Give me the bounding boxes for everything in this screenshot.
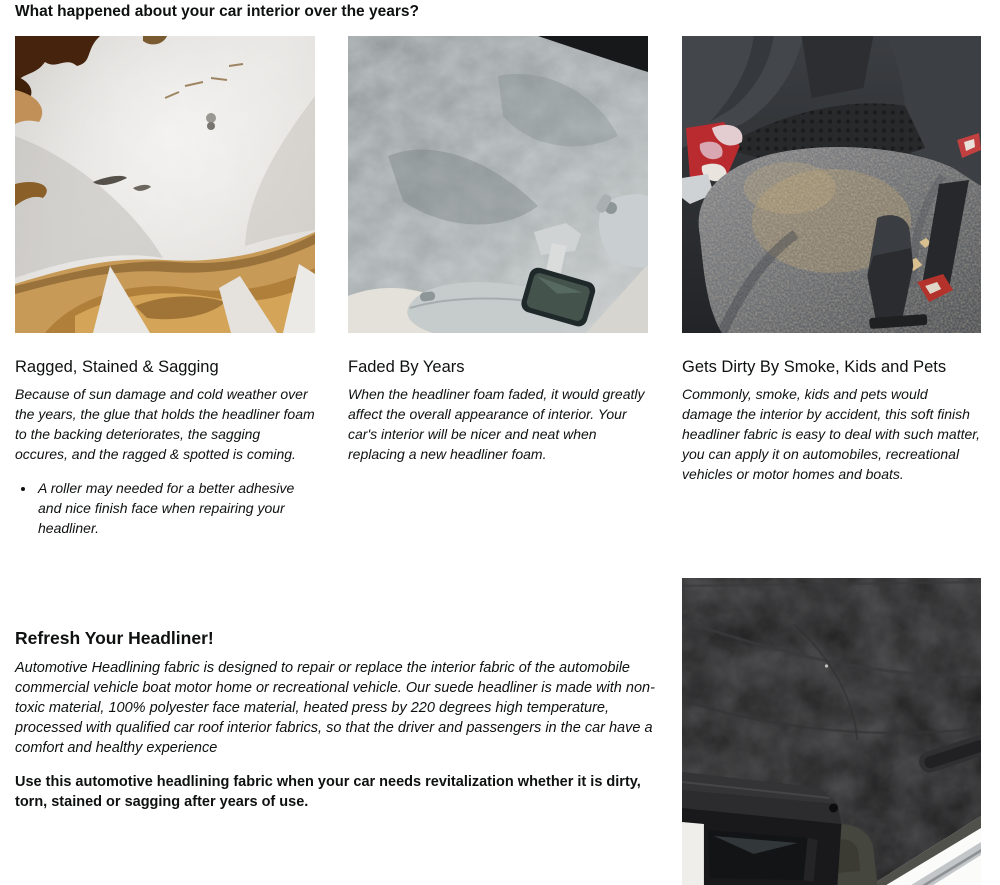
refresh-body: Automotive Headlining fabric is designed to repair or replace the interior fabric of the automobile commercial vehicle boat motor home or recreational vehicle. Our suede headliner is made with non-toxic material, 100% polyester face material, heated press by 220 degrees high temperature, processed with qualified car roof interior fabrics, so that the driver and passengers in the car have a comfort and healthy experience <box>15 660 655 756</box>
column-body-dirty: Commonly, smoke, kids and pets would damage the interior by accident, this soft finish headliner fabric is easy to deal with such matter, you can apply it on automobiles, recreational vehicles or motor homes and boats. <box>682 386 981 482</box>
column-body-faded: When the headliner foam faded, it would greatly affect the overall appearance of interior. Your car's interior will be nicer and neat when replacing a new headliner foam. <box>348 386 645 462</box>
column-bullet-list <box>15 478 315 538</box>
column-body-ragged: Because of sun damage and cold weather over the years, the glue that holds the headliner foam to the backing deteriorates, the sagging occures, and the ragged & spotted is coming. <box>15 386 315 462</box>
column-heading-dirty: Gets Dirty By Smoke, Kids and Pets <box>682 358 947 376</box>
column-ragged <box>15 36 315 538</box>
dirty-seat-photo <box>682 36 981 333</box>
bullet-item: • A roller may needed for a better adhesive and nice finish face when repairing your headliner. <box>36 478 315 538</box>
faded-headliner-photo <box>348 36 648 333</box>
column-dirty <box>682 36 981 484</box>
column-heading-ragged: Ragged, Stained & Sagging <box>15 358 219 376</box>
refresh-emphasis: Use this automotive headlining fabric when your car needs revitalization whether it is dirty, torn, stained or sagging after years of use. <box>15 774 641 810</box>
column-faded <box>348 36 648 464</box>
black-suede-headliner-photo <box>682 578 981 885</box>
page-title: What happened about your car interior over the years? <box>15 3 419 20</box>
refresh-heading: Refresh Your Headliner! <box>15 628 214 648</box>
refresh-section <box>15 628 675 812</box>
ragged-headliner-photo <box>15 36 315 333</box>
column-heading-faded: Faded By Years <box>348 358 465 376</box>
